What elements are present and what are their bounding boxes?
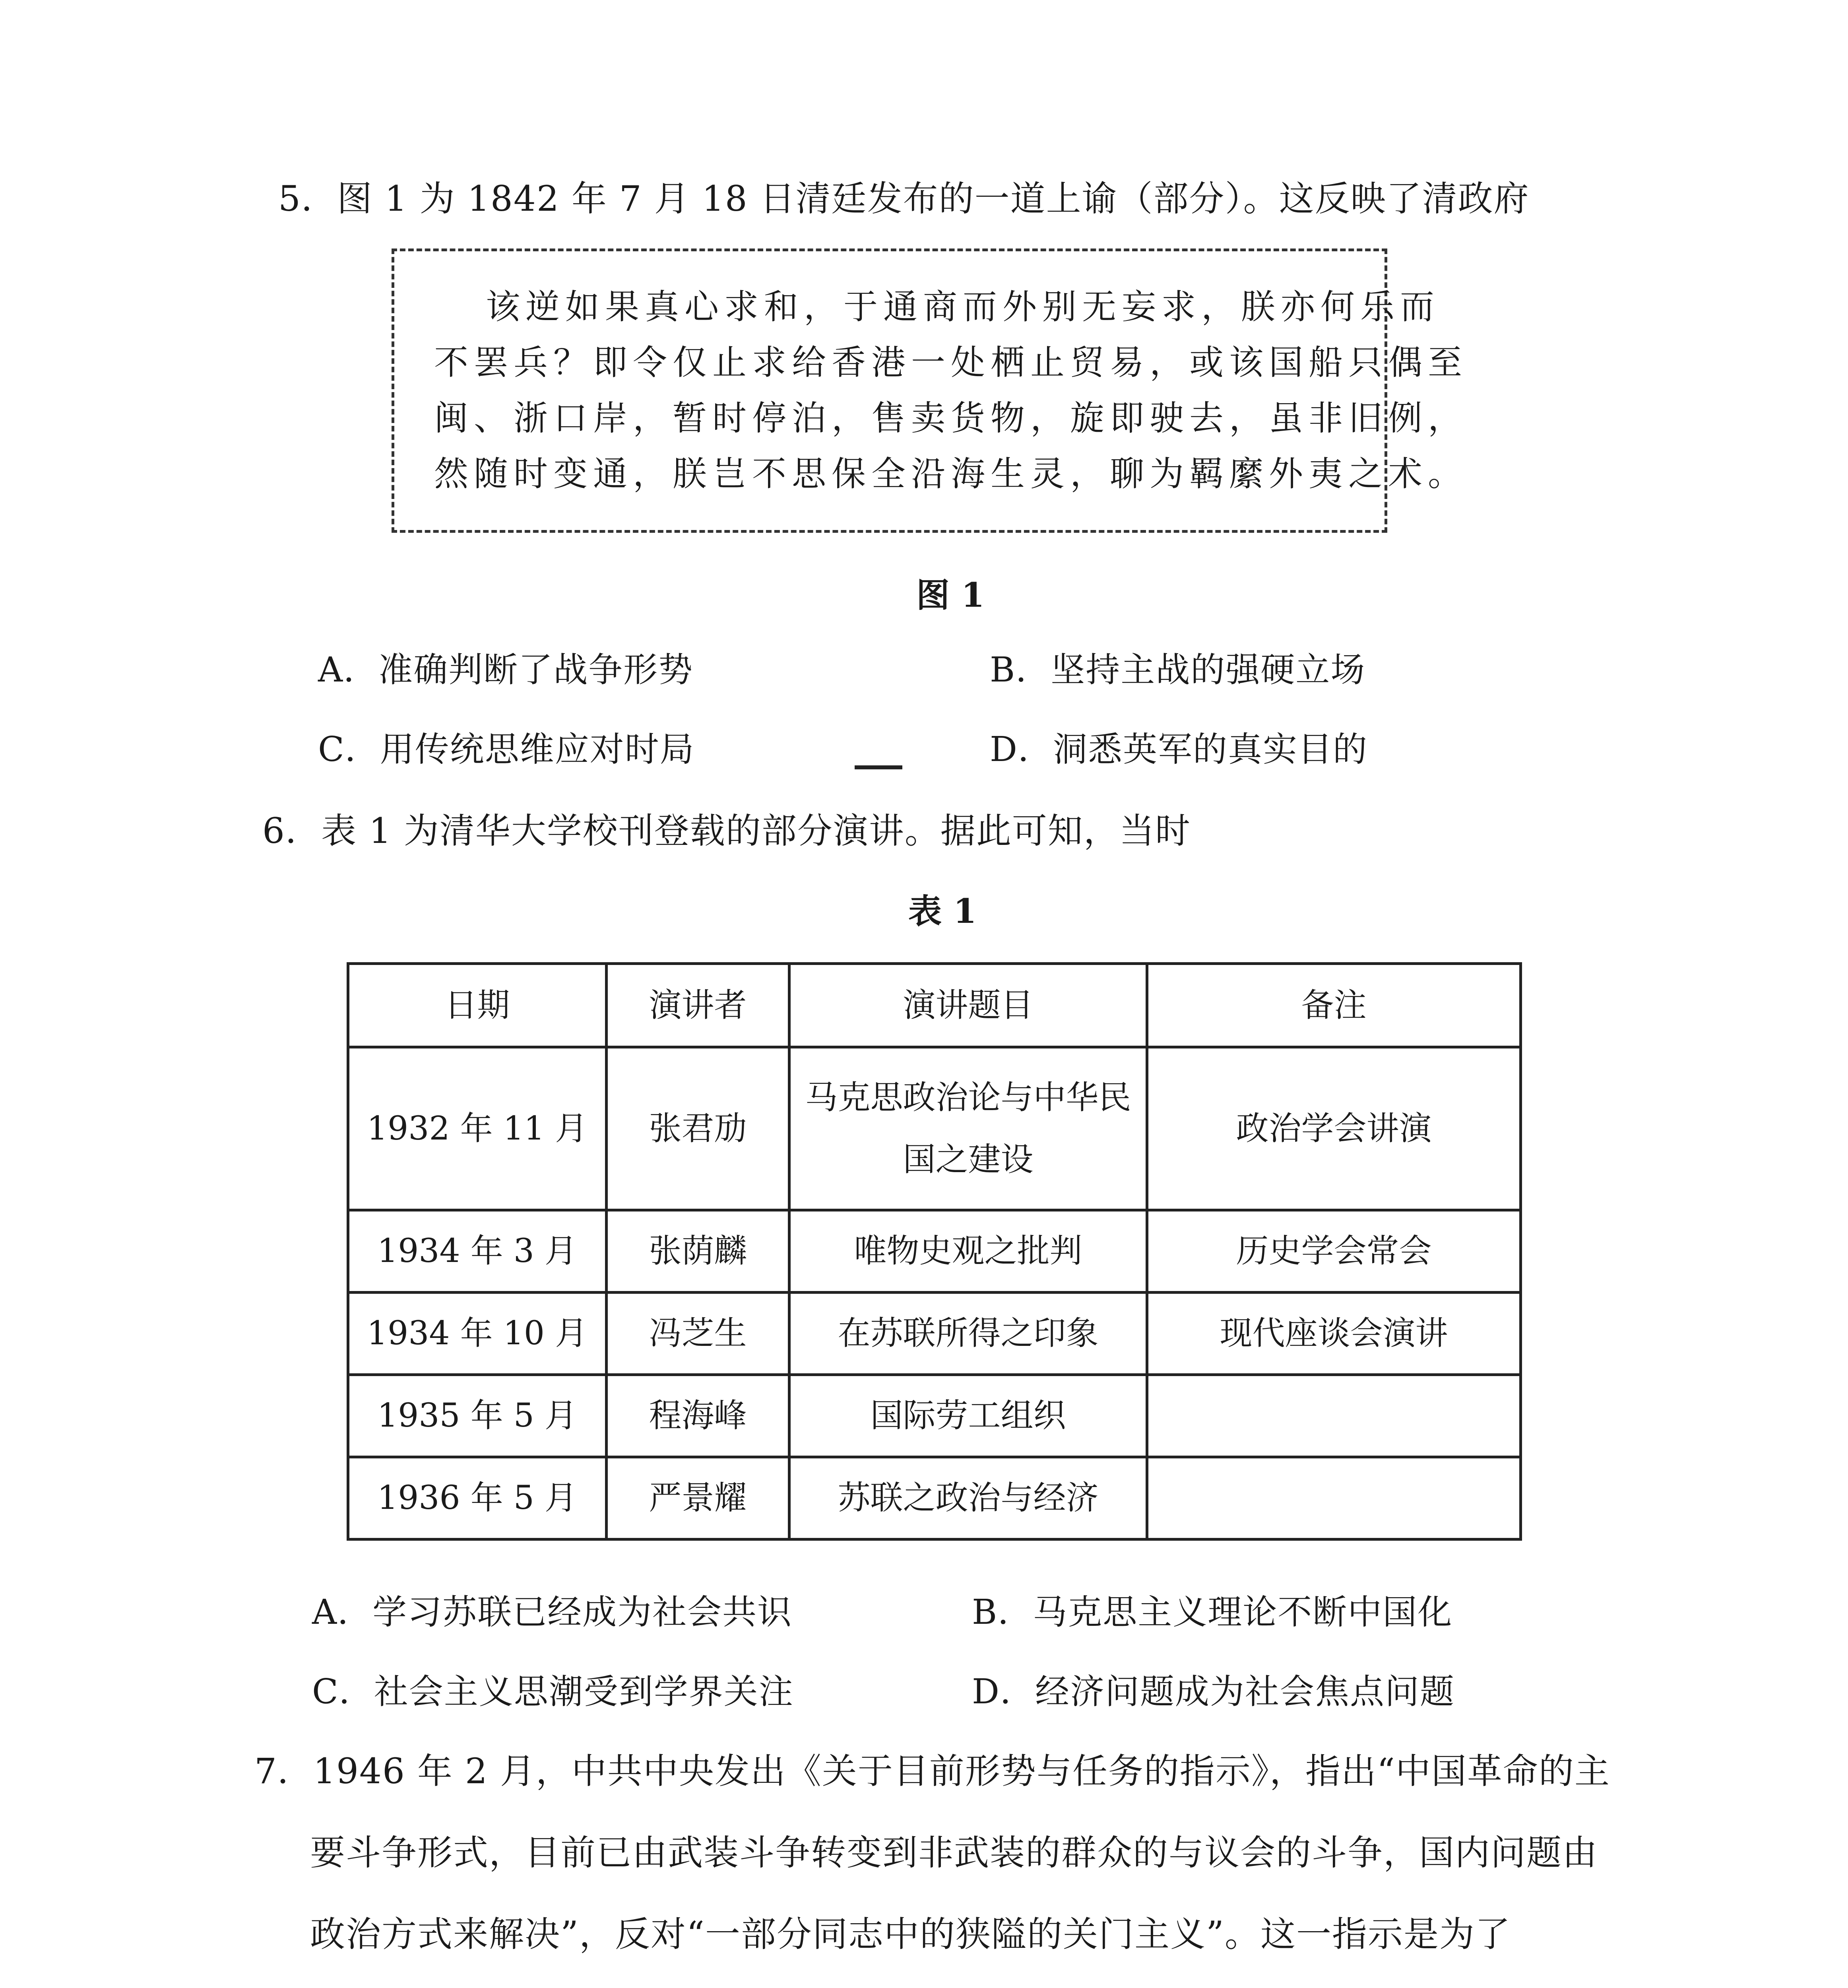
q5-option-b: B．坚持主战的强硬立场 <box>990 650 1366 690</box>
cell-date: 1935 年 5 月 <box>348 1375 607 1457</box>
cell-note <box>1147 1375 1521 1457</box>
q6-option-c: C．社会主义思潮受到学界关注 <box>312 1672 794 1712</box>
table-caption: 表 1 <box>908 891 977 931</box>
lecture-table <box>347 962 1522 1541</box>
cell-speaker: 张君劢 <box>607 1047 789 1210</box>
q6-option-b: B．马克思主义理论不断中国化 <box>972 1592 1453 1632</box>
header-speaker: 演讲者 <box>607 964 789 1047</box>
table-row <box>348 1457 1521 1540</box>
cell-date: 1932 年 11 月 <box>348 1047 607 1210</box>
quote-line-4: 然随时变通，朕岂不思保全沿海生灵，聊为羁縻外夷之术。 <box>434 454 1468 494</box>
q7-stem-line-2: 要斗争形式，目前已由武装斗争转变到非武装的群众的与议会的斗争，国内问题由 <box>310 1832 1598 1873</box>
edict-quote-box <box>392 248 1468 533</box>
cell-note <box>1147 1457 1521 1540</box>
cell-date: 1934 年 10 月 <box>348 1293 607 1375</box>
header-topic: 演讲题目 <box>789 964 1147 1047</box>
table-row <box>348 1210 1521 1293</box>
cell-note: 历史学会常会 <box>1147 1210 1521 1293</box>
q5-option-a: A．准确判断了战争形势 <box>318 650 694 690</box>
cell-note: 政治学会讲演 <box>1147 1047 1521 1210</box>
table-row <box>348 1375 1521 1457</box>
cell-topic: 苏联之政治与经济 <box>789 1457 1147 1540</box>
cell-speaker: 冯芝生 <box>607 1293 789 1375</box>
table-row <box>348 1293 1521 1375</box>
stray-mark <box>855 765 902 769</box>
table-row <box>348 1047 1521 1210</box>
q6-option-d: D．经济问题成为社会焦点问题 <box>972 1672 1455 1712</box>
q6-option-a: A．学习苏联已经成为社会共识 <box>312 1592 793 1632</box>
q5-option-d: D．洞悉英军的真实目的 <box>990 730 1368 769</box>
cell-speaker: 程海峰 <box>607 1375 789 1457</box>
cell-date: 1934 年 3 月 <box>348 1210 607 1293</box>
cell-date: 1936 年 5 月 <box>348 1457 607 1540</box>
cell-note: 现代座谈会演讲 <box>1147 1293 1521 1375</box>
q7-stem-line-1: 7．1946 年 2 月，中共中央发出《关于目前形势与任务的指示》，指出“中国革命的主 <box>254 1751 1610 1792</box>
cell-topic: 国际劳工组织 <box>789 1375 1147 1457</box>
cell-topic: 马克思政治论与中华民国之建设 <box>789 1047 1147 1210</box>
header-note: 备注 <box>1147 964 1521 1047</box>
q5-stem: 5．图 1 为 1842 年 7 月 18 日清廷发布的一道上谕（部分）。这反映了清政府 <box>278 178 1530 219</box>
table-header-row <box>348 964 1521 1047</box>
q5-option-c: C．用传统思维应对时局 <box>318 730 695 769</box>
q7-stem-line-3: 政治方式来解决”，反对“一部分同志中的狭隘的关门主义”。这一指示是为了 <box>310 1914 1511 1955</box>
quote-line-2: 不罢兵？即令仅止求给香港一处栖止贸易，或该国船只偶至 <box>434 343 1468 382</box>
quote-line-3: 闽、浙口岸，暂时停泊，售卖货物，旋即驶去，虽非旧例， <box>434 398 1468 438</box>
figure-caption: 图 1 <box>916 575 985 615</box>
header-date: 日期 <box>348 964 607 1047</box>
quote-line-1: 该逆如果真心求和，于通商而外别无妄求，朕亦何乐而 <box>486 287 1440 327</box>
cell-speaker: 张荫麟 <box>607 1210 789 1293</box>
cell-topic: 唯物史观之批判 <box>789 1210 1147 1293</box>
q6-stem: 6．表 1 为清华大学校刊登载的部分演讲。据此可知，当时 <box>262 810 1191 851</box>
cell-speaker: 严景耀 <box>607 1457 789 1540</box>
cell-topic: 在苏联所得之印象 <box>789 1293 1147 1375</box>
